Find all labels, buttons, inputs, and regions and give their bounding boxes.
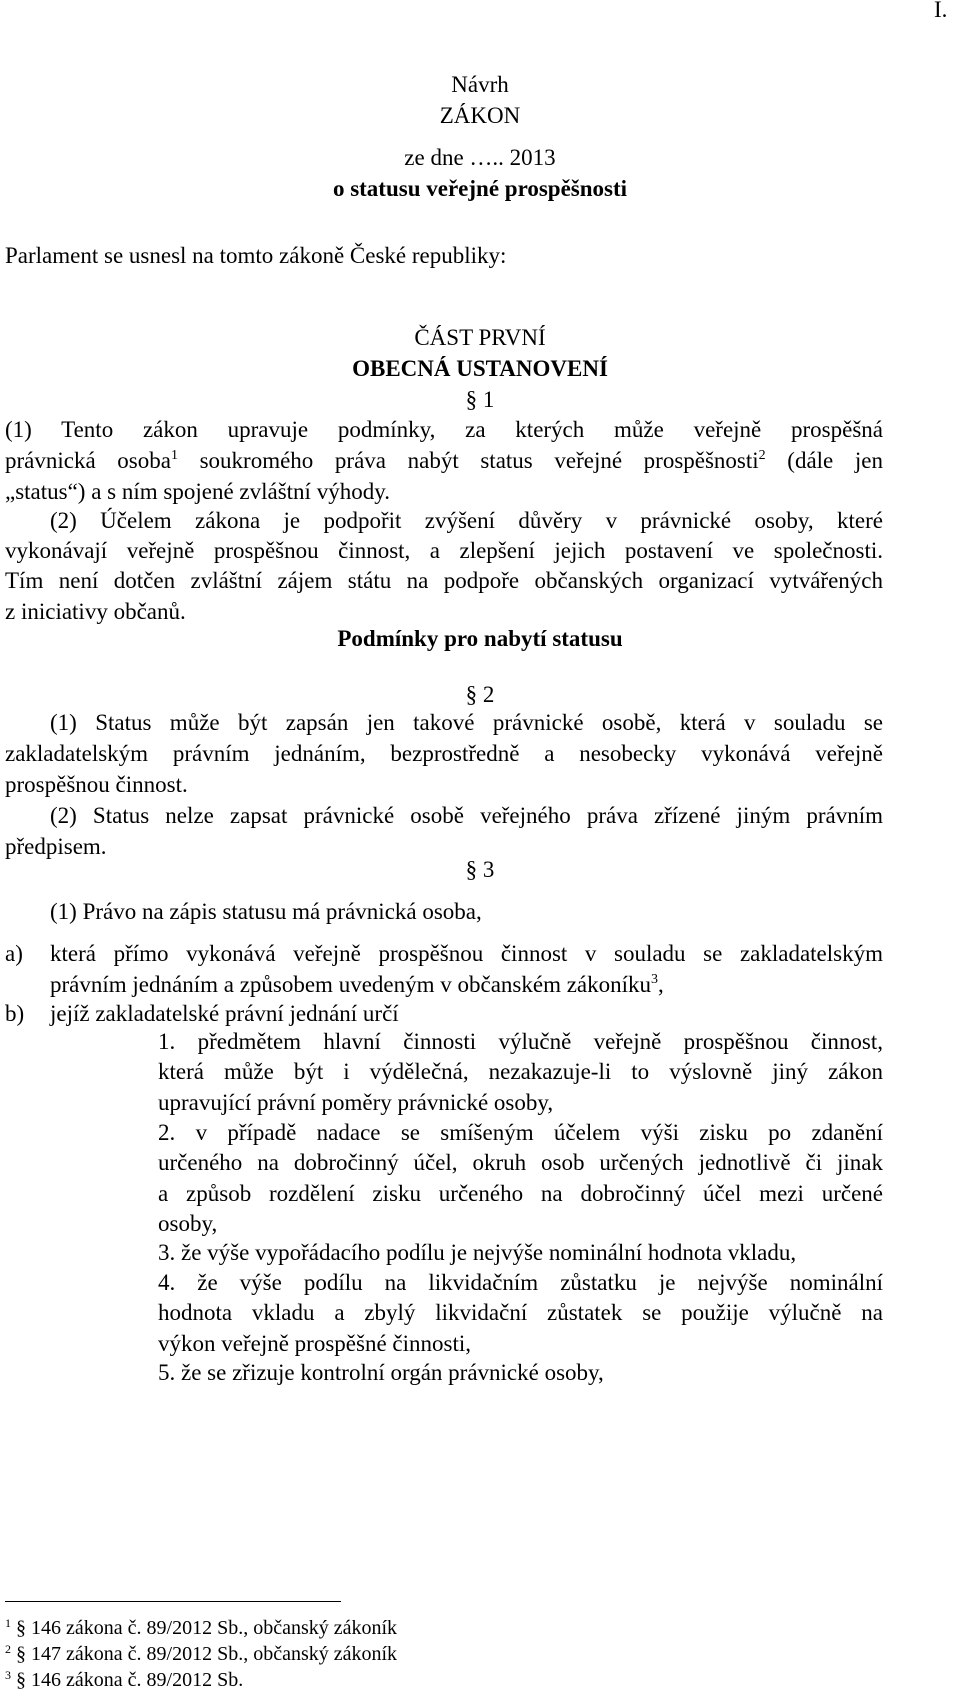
text-line: určeného na dobročinný účel, okruh osob určených jednotlivě či jinak: [158, 1150, 883, 1175]
section-1-mark: § 1: [465, 387, 495, 412]
footnote-text: § 147 zákona č. 89/2012 Sb., občanský zákoník: [16, 1643, 398, 1665]
text-span: soukromého práva nabýt status veřejné prospěšnosti: [177, 448, 759, 473]
text-line: a způsob rozdělení zisku určeného na dobročinný účel mezi určené: [158, 1181, 883, 1206]
text-line: 3. že výše vypořádacího podílu je nejvýše nominální hodnota vkladu,: [158, 1240, 797, 1265]
section-3-paragraph-1: (1) Právo na zápis statusu má právnická osoba,: [50, 899, 482, 924]
text-line: zakladatelským právním jednáním, bezprostředně a nesobecky vykonává veřejně: [5, 741, 883, 766]
text-line: prospěšnou činnost.: [5, 772, 188, 797]
text-line: [50, 969, 664, 1000]
footnote-separator: [5, 1601, 341, 1602]
part-number: ČÁST PRVNÍ: [414, 325, 546, 350]
footnote: [5, 1641, 397, 1667]
draft-label: Návrh: [451, 72, 509, 97]
text-line: 5. že se zřizuje kontrolní orgán právnické osoby,: [158, 1360, 604, 1385]
text-line: (2) Status nelze zapsat právnické osobě veřejného práva zřízené jiným právním: [50, 803, 883, 828]
list-label: b): [5, 1001, 25, 1026]
footnote-ref: 3: [651, 972, 659, 987]
footnote-text: § 146 zákona č. 89/2012 Sb.: [16, 1669, 244, 1691]
section-3-mark: § 3: [465, 857, 495, 882]
text-line: 2. v případě nadace se smíšeným účelem výši zisku po zdanění: [158, 1120, 883, 1145]
footnote: [5, 1615, 397, 1641]
text-line: (1) Status může být zapsán jen takové právnické osobě, která v souladu se: [50, 710, 883, 735]
text-line: (2) Účelem zákona je podpořit zvýšení důvěry v právnické osoby, které: [50, 508, 883, 533]
text-span: (dále jen: [765, 448, 883, 473]
footnote: [5, 1667, 243, 1693]
part-title: OBECNÁ USTANOVENÍ: [352, 356, 608, 381]
footnote-text: § 146 zákona č. 89/2012 Sb., občanský zákoník: [16, 1617, 398, 1639]
preamble: Parlament se usnesl na tomto zákoně České republiky:: [5, 243, 507, 268]
text-line: Tím není dotčen zvláštní zájem státu na podpoře občanských organizací vytvářených: [5, 568, 883, 593]
text-line: „status“) a s ním spojené zvláštní výhody.: [5, 479, 390, 504]
text-line: 1. předmětem hlavní činnosti výlučně veřejně prospěšnou činnost,: [158, 1029, 883, 1054]
section-heading: Podmínky pro nabytí statusu: [337, 626, 623, 651]
law-title: o statusu veřejné prospěšnosti: [332, 176, 628, 201]
text-span: právnická osoba: [5, 448, 171, 473]
footnote-number: 1: [5, 1616, 11, 1630]
text-line: (1) Tento zákon upravuje podmínky, za kterých může veřejně prospěšná: [5, 417, 883, 442]
text-line: [5, 445, 883, 476]
text-line: vykonávají veřejně prospěšnou činnost, a zlepšení jejich postavení ve společnosti.: [5, 538, 883, 563]
page-mark: I.: [934, 0, 948, 22]
text-line: která může být i výdělečná, nezakazuje-li to výslovně jiný zákon: [158, 1059, 883, 1084]
footnote-number: 3: [5, 1668, 11, 1682]
text-line: upravující právní poměry právnické osoby,: [158, 1090, 554, 1115]
text-line: která přímo vykonává veřejně prospěšnou činnost v souladu se zakladatelským: [50, 941, 883, 966]
text-line: osoby,: [158, 1211, 218, 1236]
footnote-number: 2: [5, 1642, 11, 1656]
text-line: z iniciativy občanů.: [5, 599, 186, 624]
text-line: předpisem.: [5, 834, 107, 859]
text-line: jejíž zakladatelské právní jednání určí: [50, 1001, 399, 1026]
list-label: a): [5, 941, 23, 966]
text-line: výkon veřejně prospěšné činnosti,: [158, 1331, 471, 1356]
text-line: 4. že výše podílu na likvidačním zůstatku je nejvýše nominální: [158, 1270, 883, 1295]
text-span: právním jednáním a způsobem uvedeným v občanském zákoníku: [50, 972, 652, 997]
text-line: hodnota vkladu a zbylý likvidační zůstatek se použije výlučně na: [158, 1300, 883, 1325]
footnote-ref: 1: [170, 448, 178, 463]
document-type: ZÁKON: [439, 103, 521, 128]
section-2-mark: § 2: [465, 682, 495, 707]
footnote-ref: 2: [758, 448, 766, 463]
law-date: ze dne ….. 2013: [404, 145, 556, 170]
text-span: ,: [658, 972, 664, 997]
